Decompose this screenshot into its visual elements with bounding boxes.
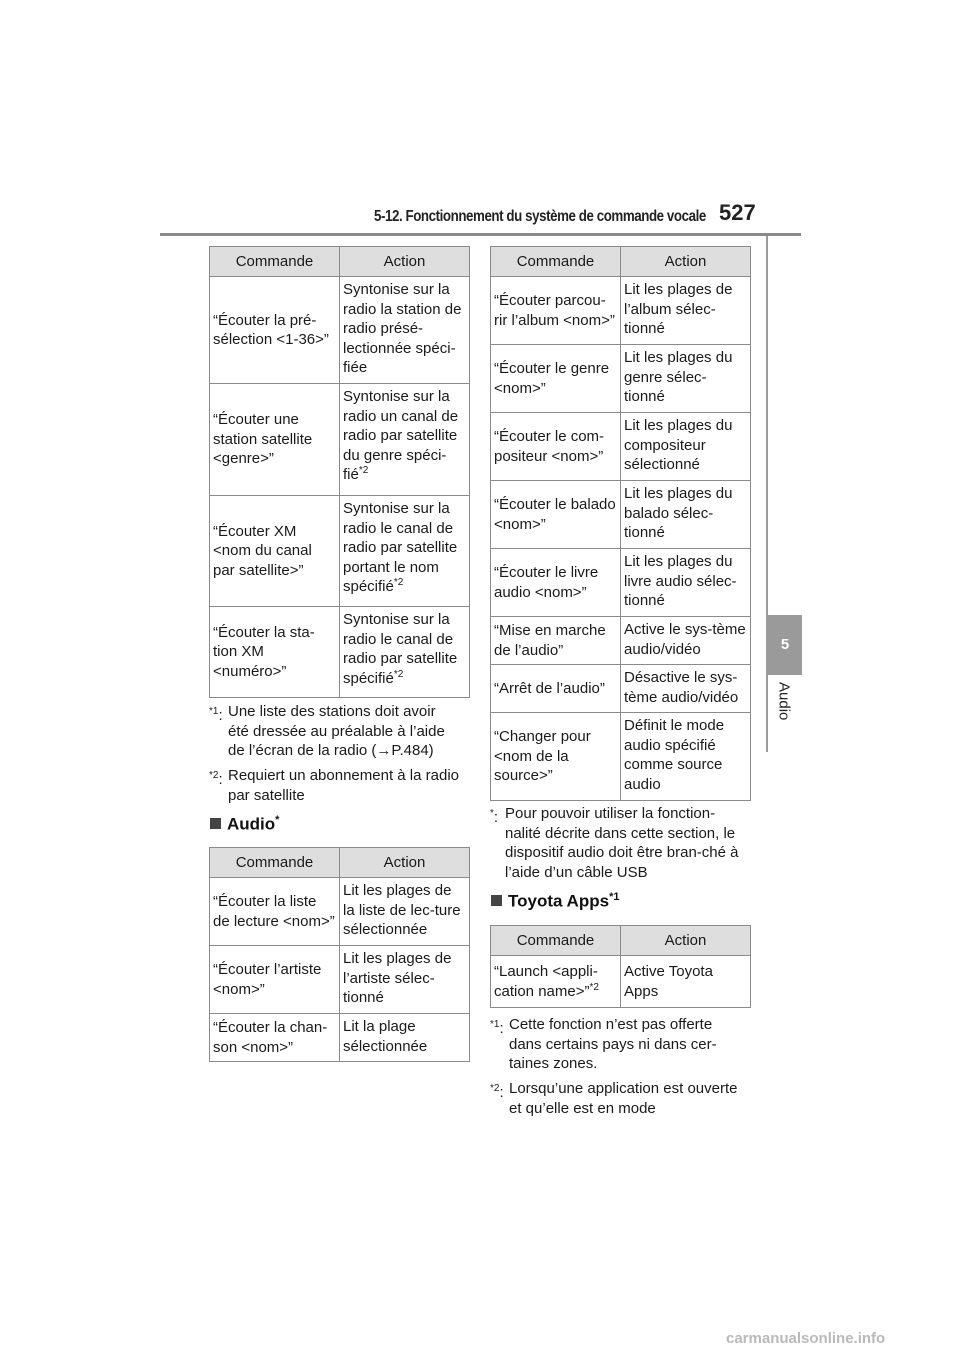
command-column-header: Commande [491,926,621,956]
footnote-ref: *2 [393,577,404,588]
command-cell: “Changer pour <nom de la source>” [491,713,621,801]
command-cell: “Écouter le com-positeur <nom>” [491,413,621,481]
table-row [210,607,470,698]
command-cell: “Écouter la liste de lecture <nom>” [210,878,340,946]
chapter-tab-label: Audio [775,682,793,721]
footnote: $^{*1}$: Une liste des stations doit avoir été dressée au préalable à l’aide de l’écran de la radio (→P.484) [209,703,445,759]
table-row [491,956,751,1008]
table-row [210,946,470,1014]
audio-command-table [209,847,470,1062]
section-heading-toyota-apps: Toyota Apps$^{*1}$ [491,891,619,912]
action-cell: Lit les plages du genre sélec-tionné [621,345,751,413]
table-row [491,713,751,801]
toyota-apps-command-table [490,925,751,1008]
command-cell: “Écouter parcou-rir l’album <nom>” [491,277,621,345]
bullet-square-icon [210,818,221,829]
table-row [491,345,751,413]
command-cell: “Écouter la chan-son <nom>” [210,1014,340,1062]
action-cell: Lit les plages du livre audio sélec-tionné [621,549,751,617]
command-column-header: Commande [491,247,621,277]
command-cell: “Launch <appli-cation name>”$^{*2}$ [491,956,621,1008]
table-row [491,617,751,665]
action-cell: Définit le mode audio spécifié comme source audio [621,713,751,801]
action-cell: Lit les plages du compositeur sélectionné [621,413,751,481]
table-row [210,1014,470,1062]
footnote-ref: *2 [589,981,599,993]
command-cell: “Écouter le balado <nom>” [491,481,621,549]
table-row [491,413,751,481]
footnote: $^{*1}$: Cette fonction n’est pas offerte dans certains pays ni dans cer-taines zones. [490,1016,717,1072]
table-row [491,665,751,713]
table-row [491,549,751,617]
footnote-ref: *2 [393,668,404,680]
footnote: $^{*2}$: Lorsqu’une application est ouverte et qu’elle est en mode [490,1080,738,1117]
command-cell: “Arrêt de l’audio” [491,665,621,713]
table-row [210,878,470,946]
action-cell: Syntonise sur la radio un canal de radio par satellite du genre spéci-fié$^{*2}$ [340,384,470,496]
action-cell: Lit les plages de l’artiste sélec-tionné [340,946,470,1014]
table-row [210,384,470,496]
action-cell: Syntonise sur la radio la station de radio présé-lectionnée spéci-fiée [340,277,470,384]
bullet-square-icon [491,895,502,906]
action-cell: Désactive le sys-tème audio/vidéo [621,665,751,713]
command-cell: “Écouter une station satellite <genre>” [210,384,340,496]
footnote-ref: *2 [358,465,369,476]
table-row [210,496,470,607]
chapter-tab-number: 5 [768,615,802,675]
chapter-title: 5-12. Fonctionnement du système de commande vocale [374,208,706,225]
radio-command-table [209,246,470,698]
command-cell: “Mise en marche de l’audio” [491,617,621,665]
action-cell: Active le sys-tème audio/vidéo [621,617,751,665]
command-cell: “Écouter XM <nom du canal par satellite>” [210,496,340,607]
page-number: 527 [719,200,756,225]
command-cell: “Écouter le livre audio <nom>” [491,549,621,617]
action-column-header: Action [340,848,470,878]
command-cell: “Écouter la sta-tion XM <numéro>” [210,607,340,698]
command-cell: “Écouter l’artiste <nom>” [210,946,340,1014]
table-row [210,277,470,384]
command-cell: “Écouter la pré-sélection <1-36>” [210,277,340,384]
action-cell: Lit la plage sélectionnée [340,1014,470,1062]
action-cell: Syntonise sur la radio le canal de radio par satellite portant le nom spécifié$^{*2}$ [340,496,470,607]
action-cell: Lit les plages du balado sélec-tionné [621,481,751,549]
watermark: carmanualsonline.info [726,1330,886,1347]
audio-command-table-continued [490,246,751,801]
section-heading-audio: Audio* [210,814,279,835]
action-column-header: Action [621,926,751,956]
table-row [491,277,751,345]
action-cell: Active Toyota Apps [621,956,751,1008]
command-cell: “Écouter le genre <nom>” [491,345,621,413]
action-cell: Lit les plages de l’album sélec-tionné [621,277,751,345]
table-row [491,481,751,549]
footnote: *: Pour pouvoir utiliser la fonction-nalité décrite dans cette section, le dispositif audio doit être bran-ché à l’aide d’un câble USB [490,805,739,881]
action-cell: Syntonise sur la radio le canal de radio par satellite spécifié$^{*2}$ [340,607,470,698]
footnote: $^{*2}$: Requiert un abonnement à la radio par satellite [209,767,459,804]
action-cell: Lit les plages de la liste de lec-ture sélectionnée [340,878,470,946]
action-column-header: Action [340,247,470,277]
command-column-header: Commande [210,848,340,878]
action-column-header: Action [621,247,751,277]
header-divider [160,233,801,236]
command-column-header: Commande [210,247,340,277]
